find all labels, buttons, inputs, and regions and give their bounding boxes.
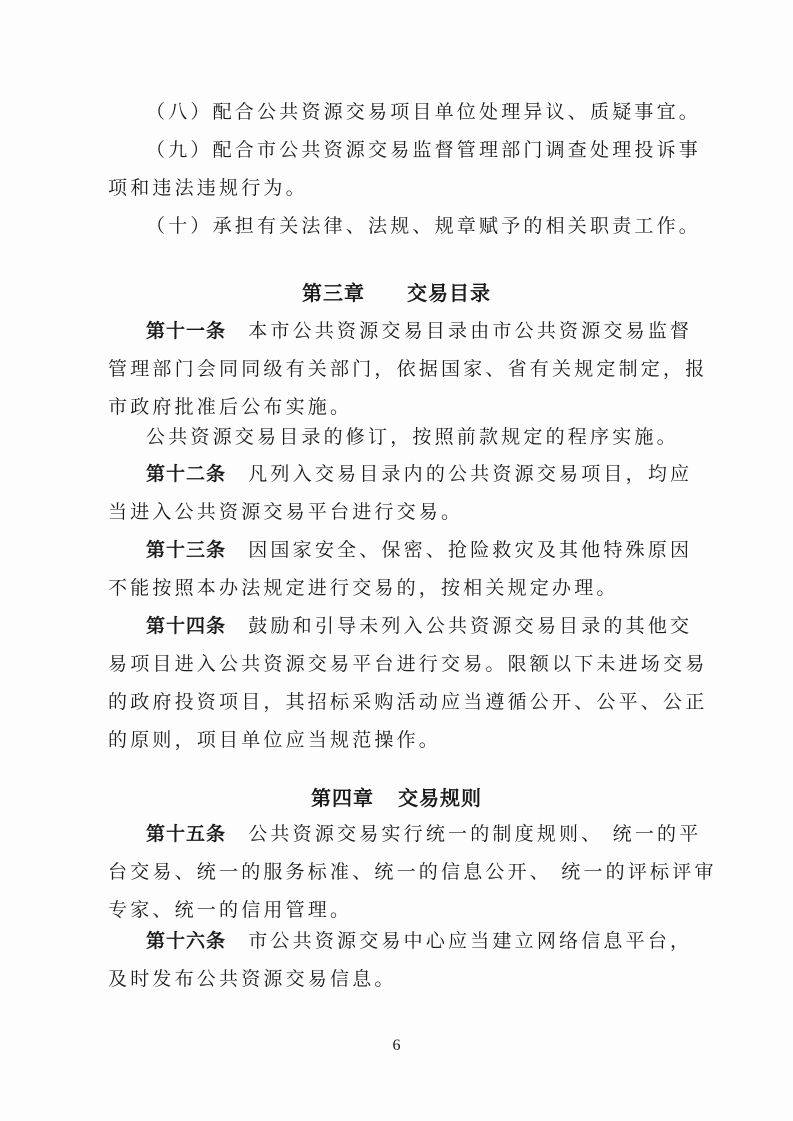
article-13-text-1: 因国家安全、保密、抢险救灾及其他特殊原因 <box>248 539 693 561</box>
article-11 <box>108 312 708 426</box>
item-10 <box>108 207 702 245</box>
item-8-line-1: （八）配合公共资源交易项目单位处理异议、质疑事宜。 <box>146 101 702 123</box>
item-8 <box>108 93 702 131</box>
article-15-line-1 <box>108 815 702 853</box>
article-13-line-2: 不能按照本办法规定进行交易的，按相关规定办理。 <box>108 577 619 599</box>
article-14-label: 第十四条 <box>146 615 227 637</box>
article-14-text-1: 鼓励和引导未列入公共资源交易目录的其他交 <box>248 615 693 637</box>
article-11-line-3: 市政府批准后公布实施。 <box>108 396 353 418</box>
article-15-line-3: 专家、统一的信用管理。 <box>108 899 353 921</box>
chapter-3-heading <box>0 278 793 308</box>
article-16-text-1: 市公共资源交易中心应当建立网络信息平台， <box>248 930 693 952</box>
item-9-line-1: （九）配合市公共资源交易监督管理部门调查处理投诉事 <box>146 139 702 161</box>
article-13 <box>108 531 693 607</box>
article-12 <box>108 455 693 531</box>
article-12-label: 第十二条 <box>146 463 227 485</box>
article-11-line-2: 管理部门会同同级有关部门，依据国家、省有关规定制定，报 <box>108 358 708 380</box>
article-14-line-2: 易项目进入公共资源交易平台进行交易。限额以下未进场交易 <box>108 653 708 675</box>
article-15 <box>108 815 717 929</box>
article-15-text-1: 公共资源交易实行统一的制度规则、 统一的平 <box>248 823 702 845</box>
page-number: 6 <box>392 1037 401 1054</box>
article-14-line-4: 的原则，项目单位应当规范操作。 <box>108 729 442 751</box>
article-15-label: 第十五条 <box>146 823 227 845</box>
chapter-4-number: 第四章 <box>311 786 374 810</box>
chapter-4-title: 交易规则 <box>398 786 482 810</box>
item-10-line-1: （十）承担有关法律、法规、规章赋予的相关职责工作。 <box>146 215 702 237</box>
article-12-line-2: 当进入公共资源交易平台进行交易。 <box>108 501 464 523</box>
article-11-p2-line: 公共资源交易目录的修订，按照前款规定的程序实施。 <box>146 426 679 448</box>
article-16 <box>108 922 693 998</box>
article-16-line-1 <box>108 922 693 960</box>
article-11-text-1: 本市公共资源交易目录由市公共资源交易监督 <box>248 320 693 342</box>
article-12-line-1 <box>108 455 693 493</box>
article-16-label: 第十六条 <box>146 930 227 952</box>
article-11-label: 第十一条 <box>146 320 227 342</box>
article-11-paragraph-2 <box>108 418 688 456</box>
article-14 <box>108 607 708 759</box>
article-13-line-1 <box>108 531 693 569</box>
chapter-3-number: 第三章 <box>302 281 365 305</box>
item-9-line-2: 项和违法违规行为。 <box>108 177 308 199</box>
article-15-line-2: 台交易、统一的服务标准、统一的信息公开、 统一的评标评审 <box>108 861 717 883</box>
chapter-4-heading <box>0 783 793 813</box>
article-13-label: 第十三条 <box>146 539 227 561</box>
article-14-line-1 <box>108 607 693 645</box>
article-14-line-3: 的政府投资项目，其招标采购活动应当遵循公开、公平、公正 <box>108 691 708 713</box>
item-9 <box>108 131 702 207</box>
article-11-line-1 <box>108 312 693 350</box>
article-12-text-1: 凡列入交易目录内的公共资源交易项目，均应 <box>248 463 693 485</box>
chapter-3-title: 交易目录 <box>407 281 491 305</box>
article-16-line-2: 及时发布公共资源交易信息。 <box>108 968 397 990</box>
